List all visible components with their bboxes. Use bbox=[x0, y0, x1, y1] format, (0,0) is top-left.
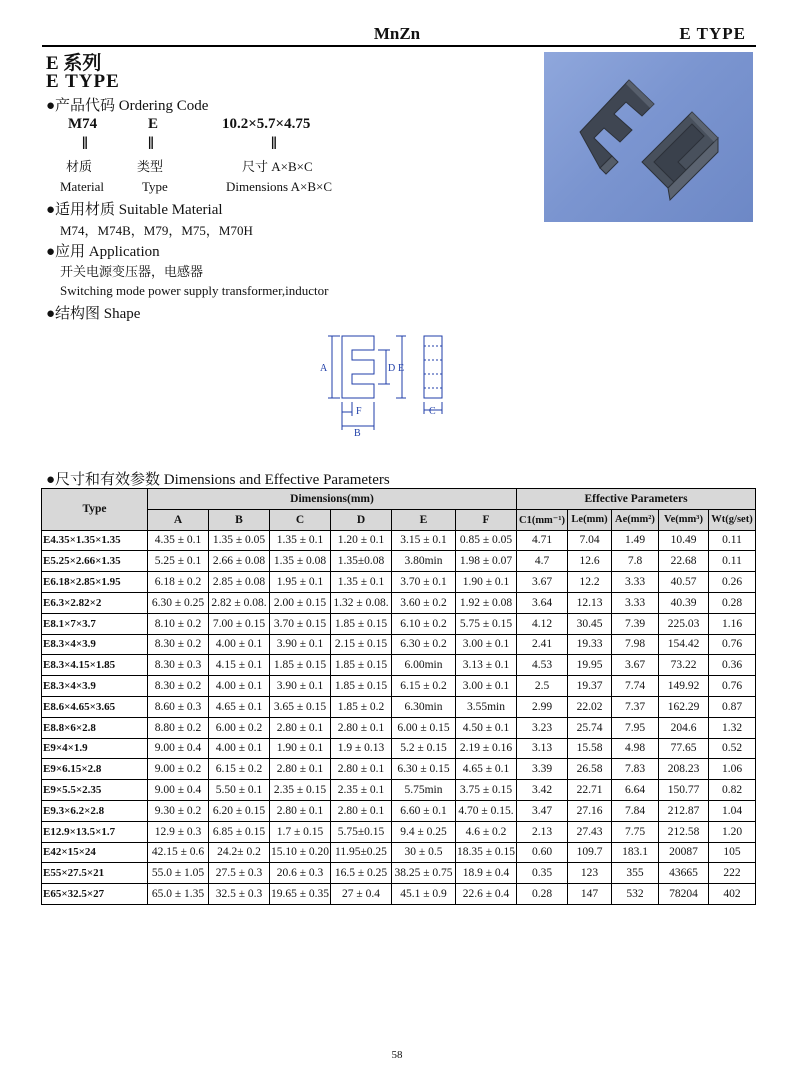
col-header-eff-3: Ve(mm³) bbox=[659, 509, 709, 530]
application-heading: ●应用 Application bbox=[46, 244, 160, 260]
table-row bbox=[42, 884, 756, 905]
table-cell: 3.39 bbox=[517, 759, 568, 780]
col-header-eff-0: C1(mm⁻¹) bbox=[517, 509, 568, 530]
table-cell: 19.95 bbox=[568, 655, 612, 676]
table-cell: 0.82 bbox=[709, 780, 756, 801]
table-cell: 0.76 bbox=[709, 676, 756, 697]
table-cell: 65.0 ± 1.35 bbox=[148, 884, 209, 905]
table-cell: 6.00min bbox=[392, 655, 456, 676]
table-cell: 109.7 bbox=[568, 842, 612, 863]
series-title-cn: E 系列 bbox=[46, 53, 102, 74]
table-cell: 4.00 ± 0.1 bbox=[209, 738, 270, 759]
table-cell: 149.92 bbox=[659, 676, 709, 697]
table-cell: 6.00 ± 0.2 bbox=[209, 717, 270, 738]
label-material-en: Material bbox=[60, 179, 105, 194]
table-cell: 22.6 ± 0.4 bbox=[456, 884, 517, 905]
table-cell: 2.5 bbox=[517, 676, 568, 697]
table-cell: 6.30 ± 0.2 bbox=[392, 634, 456, 655]
table-row bbox=[42, 613, 756, 634]
table-cell-type: E12.9×13.5×1.7 bbox=[42, 821, 148, 842]
table-cell: 1.16 bbox=[709, 613, 756, 634]
table-cell: 2.35 ± 0.15 bbox=[270, 780, 331, 801]
label-dims-en: Dimensions A×B×C bbox=[226, 179, 333, 194]
table-cell: 1.9 ± 0.13 bbox=[331, 738, 392, 759]
table-cell: 0.11 bbox=[709, 530, 756, 551]
table-cell: 162.29 bbox=[659, 696, 709, 717]
table-cell: 2.80 ± 0.1 bbox=[270, 759, 331, 780]
table-cell: 0.52 bbox=[709, 738, 756, 759]
ordering-heading: ●产品代码 Ordering Code bbox=[46, 98, 209, 114]
table-cell-type: E8.1×7×3.7 bbox=[42, 613, 148, 634]
table-cell: 6.00 ± 0.15 bbox=[392, 717, 456, 738]
table-cell: 3.42 bbox=[517, 780, 568, 801]
table-cell: 27.5 ± 0.3 bbox=[209, 863, 270, 884]
label-dims-cn: 尺寸 A×B×C bbox=[242, 159, 313, 174]
header-type: E TYPE bbox=[679, 24, 746, 43]
table-cell: 9.00 ± 0.4 bbox=[148, 738, 209, 759]
table-cell: 9.4 ± 0.25 bbox=[392, 821, 456, 842]
table-cell: 7.83 bbox=[612, 759, 659, 780]
table-cell: 4.65 ± 0.1 bbox=[209, 696, 270, 717]
table-cell: 9.00 ± 0.4 bbox=[148, 780, 209, 801]
table-cell: 7.95 bbox=[612, 717, 659, 738]
shape-label-f: F bbox=[356, 406, 362, 417]
table-cell: 154.42 bbox=[659, 634, 709, 655]
table-cell: 4.65 ± 0.1 bbox=[456, 759, 517, 780]
table-cell: 1.35 ± 0.1 bbox=[331, 572, 392, 593]
table-row bbox=[42, 696, 756, 717]
table-cell: 19.37 bbox=[568, 676, 612, 697]
shape-heading: ●结构图 Shape bbox=[46, 306, 141, 322]
col-header-eff-1: Le(mm) bbox=[568, 509, 612, 530]
table-cell: 22.02 bbox=[568, 696, 612, 717]
table-cell: 3.75 ± 0.15 bbox=[456, 780, 517, 801]
table-cell-type: E9×6.15×2.8 bbox=[42, 759, 148, 780]
table-cell: 355 bbox=[612, 863, 659, 884]
params-heading: ●尺寸和有效参数 Dimensions and Effective Parameters bbox=[46, 472, 390, 488]
table-cell: 6.30min bbox=[392, 696, 456, 717]
table-cell: 1.49 bbox=[612, 530, 659, 551]
table-cell: 1.92 ± 0.08 bbox=[456, 592, 517, 613]
table-cell: 2.80 ± 0.1 bbox=[270, 800, 331, 821]
label-type-cn: 类型 bbox=[137, 159, 164, 174]
table-cell: 10.49 bbox=[659, 530, 709, 551]
table-row bbox=[42, 634, 756, 655]
table-cell: 3.13 ± 0.1 bbox=[456, 655, 517, 676]
shape-label-e: E bbox=[398, 363, 405, 374]
table-cell: 6.30 ± 0.25 bbox=[148, 592, 209, 613]
table-cell: 2.82 ± 0.08. bbox=[209, 592, 270, 613]
table-cell: 0.28 bbox=[517, 884, 568, 905]
table-cell: 30.45 bbox=[568, 613, 612, 634]
col-header-type: Type bbox=[42, 489, 148, 531]
table-cell: 0.28 bbox=[709, 592, 756, 613]
table-cell: 73.22 bbox=[659, 655, 709, 676]
shape-diagram bbox=[318, 330, 448, 440]
table-cell: 27 ± 0.4 bbox=[331, 884, 392, 905]
table-row bbox=[42, 863, 756, 884]
table-cell: 1.35 ± 0.05 bbox=[209, 530, 270, 551]
table-cell: 42.15 ± 0.6 bbox=[148, 842, 209, 863]
code-type: E bbox=[148, 116, 159, 132]
series-title-en: E TYPE bbox=[46, 71, 120, 92]
table-cell: 20.6 ± 0.3 bbox=[270, 863, 331, 884]
table-cell: 3.00 ± 0.1 bbox=[456, 634, 517, 655]
table-cell: 1.85 ± 0.15 bbox=[331, 655, 392, 676]
table-cell: 1.95 ± 0.1 bbox=[270, 572, 331, 593]
table-cell-type: E6.3×2.82×2 bbox=[42, 592, 148, 613]
table-cell: 4.35 ± 0.1 bbox=[148, 530, 209, 551]
table-cell: 78204 bbox=[659, 884, 709, 905]
table-cell: 3.64 bbox=[517, 592, 568, 613]
label-type-en: Type bbox=[142, 179, 168, 194]
table-cell: 12.6 bbox=[568, 551, 612, 572]
table-cell: 22.68 bbox=[659, 551, 709, 572]
table-cell: 0.36 bbox=[709, 655, 756, 676]
table-cell-type: E9.3×6.2×2.8 bbox=[42, 800, 148, 821]
table-row bbox=[42, 800, 756, 821]
table-cell: 3.00 ± 0.1 bbox=[456, 676, 517, 697]
table-cell: 0.87 bbox=[709, 696, 756, 717]
col-header-a: A bbox=[148, 509, 209, 530]
table-cell: 1.98 ± 0.07 bbox=[456, 551, 517, 572]
table-cell: 5.25 ± 0.1 bbox=[148, 551, 209, 572]
table-cell: 7.98 bbox=[612, 634, 659, 655]
table-row bbox=[42, 738, 756, 759]
table-cell: 1.85 ± 0.15 bbox=[331, 676, 392, 697]
table-cell: 1.20 bbox=[709, 821, 756, 842]
table-cell: 7.39 bbox=[612, 613, 659, 634]
table-cell: 12.2 bbox=[568, 572, 612, 593]
table-row bbox=[42, 530, 756, 551]
table-cell: 32.5 ± 0.3 bbox=[209, 884, 270, 905]
table-cell: 3.70 ± 0.15 bbox=[270, 613, 331, 634]
table-cell: 5.2 ± 0.15 bbox=[392, 738, 456, 759]
table-cell: 2.66 ± 0.08 bbox=[209, 551, 270, 572]
label-material-cn: 材质 bbox=[66, 159, 93, 174]
table-cell: 3.13 bbox=[517, 738, 568, 759]
table-cell: 3.47 bbox=[517, 800, 568, 821]
table-cell: 1.7 ± 0.15 bbox=[270, 821, 331, 842]
col-header-e: E bbox=[392, 509, 456, 530]
table-cell: 38.25 ± 0.75 bbox=[392, 863, 456, 884]
table-cell: 0.11 bbox=[709, 551, 756, 572]
table-cell: 7.84 bbox=[612, 800, 659, 821]
col-header-effective: Effective Parameters bbox=[517, 489, 756, 510]
table-cell: 123 bbox=[568, 863, 612, 884]
table-cell: 183.1 bbox=[612, 842, 659, 863]
table-cell: 43665 bbox=[659, 863, 709, 884]
table-cell: 4.50 ± 0.1 bbox=[456, 717, 517, 738]
table-cell: 3.90 ± 0.1 bbox=[270, 634, 331, 655]
table-cell: 204.6 bbox=[659, 717, 709, 738]
table-cell: 4.00 ± 0.1 bbox=[209, 634, 270, 655]
table-cell: 4.12 bbox=[517, 613, 568, 634]
table-cell-type: E42×15×24 bbox=[42, 842, 148, 863]
table-cell: 4.53 bbox=[517, 655, 568, 676]
table-cell-type: E5.25×2.66×1.35 bbox=[42, 551, 148, 572]
table-cell: 1.90 ± 0.1 bbox=[456, 572, 517, 593]
table-cell: 3.60 ± 0.2 bbox=[392, 592, 456, 613]
table-cell-type: E8.8×6×2.8 bbox=[42, 717, 148, 738]
application-en: Switching mode power supply transformer,inductor bbox=[60, 283, 329, 298]
table-cell: 2.99 bbox=[517, 696, 568, 717]
table-cell: 15.58 bbox=[568, 738, 612, 759]
col-header-f: F bbox=[456, 509, 517, 530]
table-cell: 8.30 ± 0.2 bbox=[148, 634, 209, 655]
table-cell: 2.80 ± 0.1 bbox=[331, 717, 392, 738]
table-cell: 12.9 ± 0.3 bbox=[148, 821, 209, 842]
table-cell: 3.15 ± 0.1 bbox=[392, 530, 456, 551]
col-header-eff-2: Ae(mm²) bbox=[612, 509, 659, 530]
code-material: M74 bbox=[68, 116, 98, 132]
table-cell-type: E8.3×4×3.9 bbox=[42, 634, 148, 655]
table-row bbox=[42, 780, 756, 801]
application-cn: 开关电源变压器，电感器 bbox=[60, 264, 204, 279]
table-cell: 3.33 bbox=[612, 592, 659, 613]
table-cell: 22.71 bbox=[568, 780, 612, 801]
table-cell: 9.00 ± 0.2 bbox=[148, 759, 209, 780]
table-cell: 8.30 ± 0.2 bbox=[148, 676, 209, 697]
table-cell: 5.75min bbox=[392, 780, 456, 801]
table-cell-type: E55×27.5×21 bbox=[42, 863, 148, 884]
table-row bbox=[42, 759, 756, 780]
table-cell-type: E6.18×2.85×1.95 bbox=[42, 572, 148, 593]
table-cell: 3.33 bbox=[612, 572, 659, 593]
shape-label-c: C bbox=[429, 406, 436, 417]
table-cell: 8.10 ± 0.2 bbox=[148, 613, 209, 634]
table-cell: 0.35 bbox=[517, 863, 568, 884]
table-cell: 1.06 bbox=[709, 759, 756, 780]
table-cell: 18.35 ± 0.15 bbox=[456, 842, 517, 863]
table-cell: 19.33 bbox=[568, 634, 612, 655]
dimensions-table bbox=[41, 488, 756, 905]
header-material: MnZn bbox=[373, 24, 421, 43]
table-cell: 6.10 ± 0.2 bbox=[392, 613, 456, 634]
table-row bbox=[42, 821, 756, 842]
table-cell: 150.77 bbox=[659, 780, 709, 801]
table-cell: 3.65 ± 0.15 bbox=[270, 696, 331, 717]
table-cell: 7.75 bbox=[612, 821, 659, 842]
table-cell: 105 bbox=[709, 842, 756, 863]
code-bar-material: ‖ bbox=[82, 133, 88, 153]
table-row bbox=[42, 655, 756, 676]
table-cell: 6.20 ± 0.15 bbox=[209, 800, 270, 821]
table-cell: 147 bbox=[568, 884, 612, 905]
table-cell: 7.8 bbox=[612, 551, 659, 572]
table-cell: 0.26 bbox=[709, 572, 756, 593]
table-cell: 2.85 ± 0.08 bbox=[209, 572, 270, 593]
table-row bbox=[42, 551, 756, 572]
shape-label-b: B bbox=[354, 428, 361, 439]
table-cell: 212.58 bbox=[659, 821, 709, 842]
table-cell: 9.30 ± 0.2 bbox=[148, 800, 209, 821]
table-cell: 40.57 bbox=[659, 572, 709, 593]
table-cell: 6.64 bbox=[612, 780, 659, 801]
table-cell: 4.6 ± 0.2 bbox=[456, 821, 517, 842]
table-cell: 2.15 ± 0.15 bbox=[331, 634, 392, 655]
table-row bbox=[42, 842, 756, 863]
table-cell: 8.60 ± 0.3 bbox=[148, 696, 209, 717]
table-cell: 3.67 bbox=[517, 572, 568, 593]
table-cell: 27.43 bbox=[568, 821, 612, 842]
table-cell: 77.65 bbox=[659, 738, 709, 759]
code-bar-type: ‖ bbox=[148, 133, 154, 153]
table-cell: 6.30 ± 0.15 bbox=[392, 759, 456, 780]
table-cell: 3.80min bbox=[392, 551, 456, 572]
col-header-c: C bbox=[270, 509, 331, 530]
table-cell: 532 bbox=[612, 884, 659, 905]
shape-label-d: D bbox=[388, 363, 396, 374]
table-cell: 1.85 ± 0.2 bbox=[331, 696, 392, 717]
table-cell: 208.23 bbox=[659, 759, 709, 780]
table-cell: 3.67 bbox=[612, 655, 659, 676]
table-cell-type: E8.3×4.15×1.85 bbox=[42, 655, 148, 676]
table-cell: 2.13 bbox=[517, 821, 568, 842]
table-cell: 1.32 ± 0.08. bbox=[331, 592, 392, 613]
table-cell: 25.74 bbox=[568, 717, 612, 738]
table-cell: 19.65 ± 0.35 bbox=[270, 884, 331, 905]
table-cell: 20087 bbox=[659, 842, 709, 863]
table-cell-type: E8.6×4.65×3.65 bbox=[42, 696, 148, 717]
table-cell-type: E9×5.5×2.35 bbox=[42, 780, 148, 801]
product-photo bbox=[544, 52, 753, 222]
table-cell: 3.23 bbox=[517, 717, 568, 738]
table-cell: 40.39 bbox=[659, 592, 709, 613]
table-cell: 1.85 ± 0.15 bbox=[270, 655, 331, 676]
code-dimensions: 10.2×5.7×4.75 bbox=[222, 116, 311, 132]
table-cell: 1.35 ± 0.08 bbox=[270, 551, 331, 572]
table-cell: 16.5 ± 0.25 bbox=[331, 863, 392, 884]
table-cell: 24.2± 0.2 bbox=[209, 842, 270, 863]
table-cell: 2.80 ± 0.1 bbox=[270, 717, 331, 738]
table-cell: 1.20 ± 0.1 bbox=[331, 530, 392, 551]
col-header-dimensions: Dimensions(mm) bbox=[148, 489, 517, 510]
table-cell: 7.00 ± 0.15 bbox=[209, 613, 270, 634]
table-cell: 12.13 bbox=[568, 592, 612, 613]
table-cell: 15.10 ± 0.20 bbox=[270, 842, 331, 863]
table-cell: 2.80 ± 0.1 bbox=[331, 759, 392, 780]
table-cell: 0.85 ± 0.05 bbox=[456, 530, 517, 551]
table-cell: 8.30 ± 0.3 bbox=[148, 655, 209, 676]
material-heading: ●适用材质 Suitable Material bbox=[46, 202, 223, 218]
table-cell: 7.74 bbox=[612, 676, 659, 697]
table-cell: 2.35 ± 0.1 bbox=[331, 780, 392, 801]
table-cell: 0.60 bbox=[517, 842, 568, 863]
table-cell-type: E8.3×4×3.9 bbox=[42, 676, 148, 697]
table-row bbox=[42, 572, 756, 593]
table-cell: 30 ± 0.5 bbox=[392, 842, 456, 863]
col-header-b: B bbox=[209, 509, 270, 530]
table-cell: 402 bbox=[709, 884, 756, 905]
table-cell: 2.41 bbox=[517, 634, 568, 655]
table-cell: 225.03 bbox=[659, 613, 709, 634]
table-cell: 8.80 ± 0.2 bbox=[148, 717, 209, 738]
table-cell: 1.35±0.08 bbox=[331, 551, 392, 572]
col-header-d: D bbox=[331, 509, 392, 530]
table-cell-type: E4.35×1.35×1.35 bbox=[42, 530, 148, 551]
table-row bbox=[42, 676, 756, 697]
table-cell: 6.15 ± 0.2 bbox=[392, 676, 456, 697]
table-cell: 4.70 ± 0.15. bbox=[456, 800, 517, 821]
table-cell: 6.15 ± 0.2 bbox=[209, 759, 270, 780]
table-cell: 1.04 bbox=[709, 800, 756, 821]
table-cell: 18.9 ± 0.4 bbox=[456, 863, 517, 884]
table-cell: 1.35 ± 0.1 bbox=[270, 530, 331, 551]
code-bar-dims: ‖ bbox=[271, 133, 277, 153]
table-cell: 7.04 bbox=[568, 530, 612, 551]
table-cell: 5.75±0.15 bbox=[331, 821, 392, 842]
table-cell: 3.55min bbox=[456, 696, 517, 717]
material-list: M74，M74B，M79，M75，M70H bbox=[60, 223, 253, 238]
table-cell: 2.19 ± 0.16 bbox=[456, 738, 517, 759]
table-cell: 4.71 bbox=[517, 530, 568, 551]
table-cell: 6.18 ± 0.2 bbox=[148, 572, 209, 593]
header-rule bbox=[42, 45, 756, 47]
table-cell: 6.60 ± 0.1 bbox=[392, 800, 456, 821]
table-cell: 1.90 ± 0.1 bbox=[270, 738, 331, 759]
table-cell: 4.00 ± 0.1 bbox=[209, 676, 270, 697]
table-row bbox=[42, 592, 756, 613]
table-cell: 55.0 ± 1.05 bbox=[148, 863, 209, 884]
table-cell: 27.16 bbox=[568, 800, 612, 821]
table-cell-type: E65×32.5×27 bbox=[42, 884, 148, 905]
table-cell: 3.70 ± 0.1 bbox=[392, 572, 456, 593]
table-cell: 222 bbox=[709, 863, 756, 884]
shape-label-a: A bbox=[320, 363, 328, 374]
table-cell: 7.37 bbox=[612, 696, 659, 717]
table-cell: 26.58 bbox=[568, 759, 612, 780]
table-cell: 2.00 ± 0.15 bbox=[270, 592, 331, 613]
table-cell: 11.95±0.25 bbox=[331, 842, 392, 863]
page-number: 58 bbox=[391, 1049, 403, 1061]
table-cell: 5.75 ± 0.15 bbox=[456, 613, 517, 634]
table-cell: 1.85 ± 0.15 bbox=[331, 613, 392, 634]
table-cell: 3.90 ± 0.1 bbox=[270, 676, 331, 697]
table-cell: 4.7 bbox=[517, 551, 568, 572]
table-cell: 1.32 bbox=[709, 717, 756, 738]
table-cell: 2.80 ± 0.1 bbox=[331, 800, 392, 821]
table-cell-type: E9×4×1.9 bbox=[42, 738, 148, 759]
table-row bbox=[42, 717, 756, 738]
table-cell: 5.50 ± 0.1 bbox=[209, 780, 270, 801]
table-cell: 4.15 ± 0.1 bbox=[209, 655, 270, 676]
table-cell: 45.1 ± 0.9 bbox=[392, 884, 456, 905]
col-header-eff-4: Wt(g/set) bbox=[709, 509, 756, 530]
table-cell: 0.76 bbox=[709, 634, 756, 655]
table-cell: 6.85 ± 0.15 bbox=[209, 821, 270, 842]
table-cell: 4.98 bbox=[612, 738, 659, 759]
table-cell: 212.87 bbox=[659, 800, 709, 821]
